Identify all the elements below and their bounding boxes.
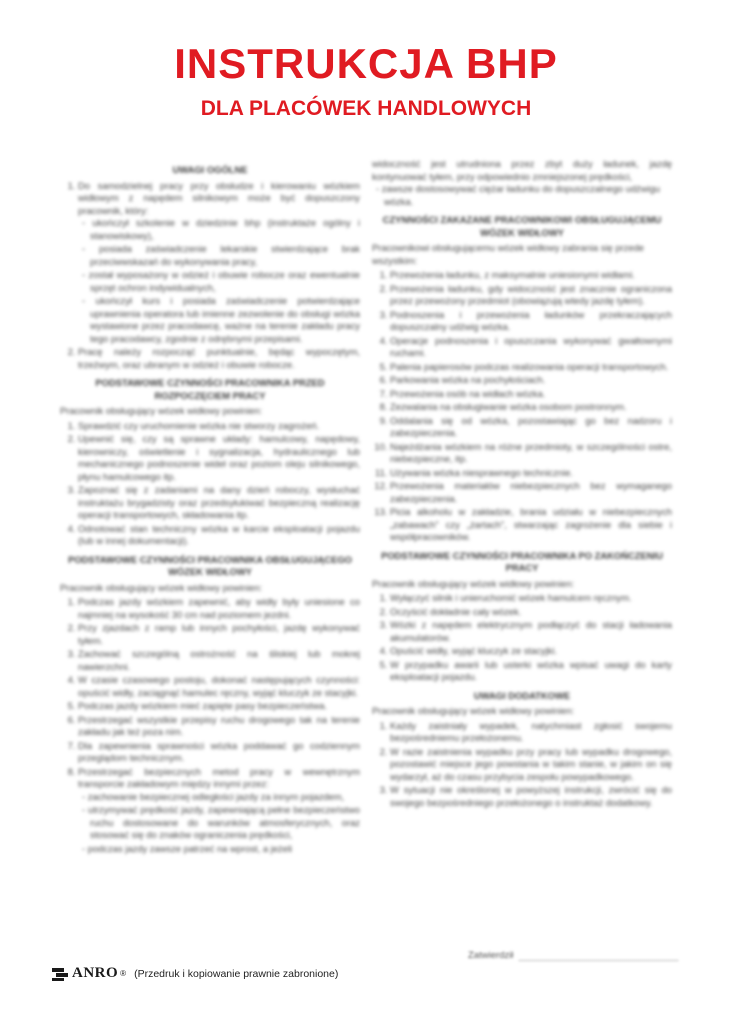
list-item: 5. Podczas jazdy wózkiem mieć zapięte pasy bezpieczeństwa. (78, 700, 360, 713)
list-item: 4. Operacje podnoszenia i opuszczania wykonywać gwałtownymi ruchami. (390, 335, 672, 360)
instruction-body (60, 158, 672, 958)
list-item: 2. Upewnić się, czy są sprawne układy: hamulcowy, napędowy, kierowniczy, oświetlenie i sygnalizacja, hydraulicznego lub mechanicznego podnoszenie wideł oraz poziom oleju silnikowego, płynu hamulcowego itp. (78, 433, 360, 483)
sub-list-item: - utrzymywać prędkość jazdy, zapewniającą pełne bezpieczeństwo ruchu dostosowane do warunków atmosferycznych, oraz stosować się do znaków ograniczenia prędkości, (90, 804, 360, 842)
signature-line (519, 952, 678, 961)
sub-list-item: - ukończył kurs i posiada zaświadczenie potwierdzające uprawnienia operatora lub imienne zezwolenie do obsługi wózka wystawione przez pracodawcę, ważne na terenie zakładu pracy tego pracodawcy, zgodnie z odrębnymi przepisami. (90, 295, 360, 345)
list-item: 5. W przypadku awarii lub usterki wózka wpisać uwagi do karty eksploatacji pojazdu. (390, 659, 672, 684)
list-item: 7. Dla zapewnienia sprawności wózka poddawać go codziennym przeglądom technicznym. (78, 740, 360, 765)
numbered-list (60, 420, 360, 548)
list-item: 3. Zachować szczególną ostrożność na śliskiej lub mokrej nawierzchni. (78, 648, 360, 673)
sub-list-item: - zawsze dostosowywać ciężar ładunku do dopuszczalnego udźwigu wózka. (384, 183, 672, 208)
list-item: 1. Każdy zaistniały wypadek, natychmiast zgłosić swojemu bezpośredniemu przełożonemu. (390, 720, 672, 745)
list-item: 4. Odnotować stan techniczny wózka w karcie eksploatacji pojazdu (lub w innej dokumentacji). (78, 523, 360, 548)
section-intro: Pracownikowi obsługującemu wózek widłowy zabrania się przede wszystkim: (372, 242, 645, 266)
registered-mark: ® (120, 969, 127, 978)
list-item: 13. Picia alkoholu w zakładzie, brania udziału w niebezpiecznych „zabawach” czy „żartach”, stwarzając zagrożenie dla siebie i współpracowników. (390, 506, 672, 544)
continued-text: widoczność jest utrudniona przez zbyt duży ładunek, jazdę kontynuować tyłem, przy odpowiednio zmniejszonej prędkości, (372, 158, 672, 182)
section-heading: UWAGI DODATKOWE (473, 689, 571, 701)
approval-label: Zatwierdził (468, 950, 514, 961)
section-intro: Pracownik obsługujący wózek widłowy powinien: (60, 405, 263, 416)
logo-text: ANRO (72, 965, 119, 981)
list-item: 6. Parkowania wózka na pochyłościach. (390, 374, 672, 387)
document-title: INSTRUKCJA BHP (174, 40, 558, 87)
section-intro: Pracownik obsługujący wózek widłowy powinien: (60, 581, 263, 593)
list-item: 2. Pracę należy rozpocząć punktualnie, będąc wypoczętym, trzeźwym, oraz ubranym w odzież i obuwie robocze. (78, 346, 360, 371)
list-item: 1. Wyłączyć silnik i unieruchomić wózek hamulcem ręcznym. (390, 592, 672, 605)
right-column (372, 158, 672, 811)
sub-list-item: - posiada zaświadczenie lekarskie stwierdzające brak przeciwwskazań do wykonywania pracy, (90, 243, 360, 268)
sub-list-item: - został wyposażony w odzież i obuwie robocze oraz ewentualnie sprzęt ochron indywidualnych, (90, 269, 360, 294)
section-heading: CZYNNOŚCI ZAKAZANE PRACOWNIKOWI OBSŁUGUJĄCEMU WÓZEK WIDŁOWY (382, 214, 662, 238)
anro-logo-icon (52, 966, 70, 982)
list-item (78, 180, 360, 346)
list-item: 3. W sytuacji nie określonej w powyższej instrukcji, zwrócić się do swojego bezpośredniego przełożonego o instruktaż dodatkowy. (390, 784, 672, 809)
sub-list-item: - zachowanie bezpiecznej odległości jazdy za innym pojazdem, (90, 791, 360, 804)
sub-list-item: - podczas jazdy zawsze patrzeć na wprost, a jeżeli (90, 843, 360, 856)
section-heading: PODSTAWOWE CZYNNOŚCI PRACOWNIKA PRZED ROZPOCZĘCIEM PRACY (95, 377, 325, 401)
list-item: 2. Przy zjazdach z ramp lub innych pochyłości, jazdę wykonywać tyłem. (78, 622, 360, 647)
list-item (78, 766, 360, 856)
list-item: 1. Sprawdzić czy uruchomienie wózka nie stworzy zagrożeń. (78, 420, 360, 433)
list-item-text: Do samodzielnej pracy przy obsłudze i kierowaniu wózkiem widłowym z napędem silnikowym może być dopuszczony pracownik, który: (78, 179, 360, 216)
numbered-list (60, 180, 360, 372)
list-item: 1. Podczas jazdy wózkiem zapewnić, aby widły były uniesione co najmniej na wysokość 30 cm nad poziomem jezdni. (78, 596, 360, 621)
left-column (60, 158, 360, 857)
list-item: 1. Przewożenia ładunku, z maksymalnie uniesionymi widłami. (390, 269, 672, 282)
list-item: 4. Opuścić widły, wyjąć kluczyk ze stacyjki. (390, 645, 672, 658)
document-subtitle: DLA PLACÓWEK HANDLOWYCH (200, 97, 532, 120)
list-item: 7. Przewożenia osób na widłach wózka. (390, 388, 672, 401)
list-item: 12. Przewożenia materiałów niebezpiecznych bez wymaganego zabezpieczenia. (390, 480, 672, 505)
section-intro: Pracownik obsługujący wózek widłowy powinien: (372, 705, 575, 716)
list-item: 3. Wózki z napędem elektrycznym podłączyć do stacji ładowania akumulatorów. (390, 619, 672, 644)
list-item: 4. W czasie czasowego postoju, dokonać następujących czynności: opuścić widły, zaciągnąć hamulec ręczny, wyjąć kluczyk ze stacyjki. (78, 674, 360, 699)
list-item: 3. Podnoszenia i przewożenia ładunków przekraczających dopuszczalny udźwig wózka. (390, 309, 672, 334)
anro-logo (52, 965, 126, 982)
footer (52, 965, 338, 982)
sub-list (372, 183, 672, 208)
section-intro: Pracownik obsługujący wózek widłowy powinien: (372, 577, 575, 589)
sub-list (78, 791, 360, 856)
list-item: 2. W razie zaistnienia wypadku przy pracy lub wypadku drogowego, pozostawić miejsce jego powstania w takim stanie, w jakim on się wydarzył, aż do czasu przybycia zespołu powypadkowego. (390, 746, 672, 784)
list-item: 8. Zezwalania na obsługiwanie wózka osobom postronnym. (390, 401, 672, 414)
section-heading: PODSTAWOWE CZYNNOŚCI PRACOWNIKA OBSŁUGUJĄCEGO WÓZEK WIDŁOWY (68, 553, 352, 577)
list-item: 2. Przewożenia ładunku, gdy widoczność jest znacznie ograniczona przez przewożony przedmiot (obowiązują wtedy jazdę tyłem). (390, 283, 672, 308)
section-heading: UWAGI OGÓLNE (172, 164, 248, 175)
list-item: 9. Oddalania się od wózka, pozostawiając go bez nadzoru i zabezpieczenia. (390, 415, 672, 440)
approval-signature (468, 950, 678, 961)
list-item: 10. Najeżdżania wózkiem na różne przedmioty, w szczególności ostre, niebezpieczne, itp. (390, 441, 672, 466)
numbered-list (372, 269, 672, 544)
sub-list-item: - ukończył szkolenie w dziedzinie bhp (instruktaże ogólny i stanowiskowy), (90, 217, 360, 242)
sub-list (78, 217, 360, 345)
list-item-text: Przestrzegać bezpiecznych metod pracy w wewnętrznym transporcie zakładowym między innymi przez: (78, 765, 360, 789)
list-item: 5. Palenia papierosów podczas realizowania operacji transportowych. (390, 361, 672, 374)
list-item: 3. Zapoznać się z zadaniami na dany dzień roboczy, wysłuchać instruktażu brygadzisty oraz przedsyłukiwać bezpieczną realizację operacji transportowych, składowania itp. (78, 484, 360, 522)
list-item: 6. Przestrzegać wszystkie przepisy ruchu drogowego tak na terenie zakładu jak też poza nim. (78, 714, 360, 739)
copyright-notice: (Przedruk i kopiowanie prawnie zabronione) (134, 967, 339, 980)
list-item: 11. Używania wózka niesprawnego technicznie. (390, 467, 672, 480)
numbered-list (60, 596, 360, 855)
numbered-list (372, 592, 672, 684)
numbered-list (372, 720, 672, 810)
section-heading: PODSTAWOWE CZYNNOŚCI PRACOWNIKA PO ZAKOŃCZENIU PRACY (381, 549, 663, 573)
list-item: 2. Oczyścić dokładnie cały wózek. (390, 606, 672, 619)
